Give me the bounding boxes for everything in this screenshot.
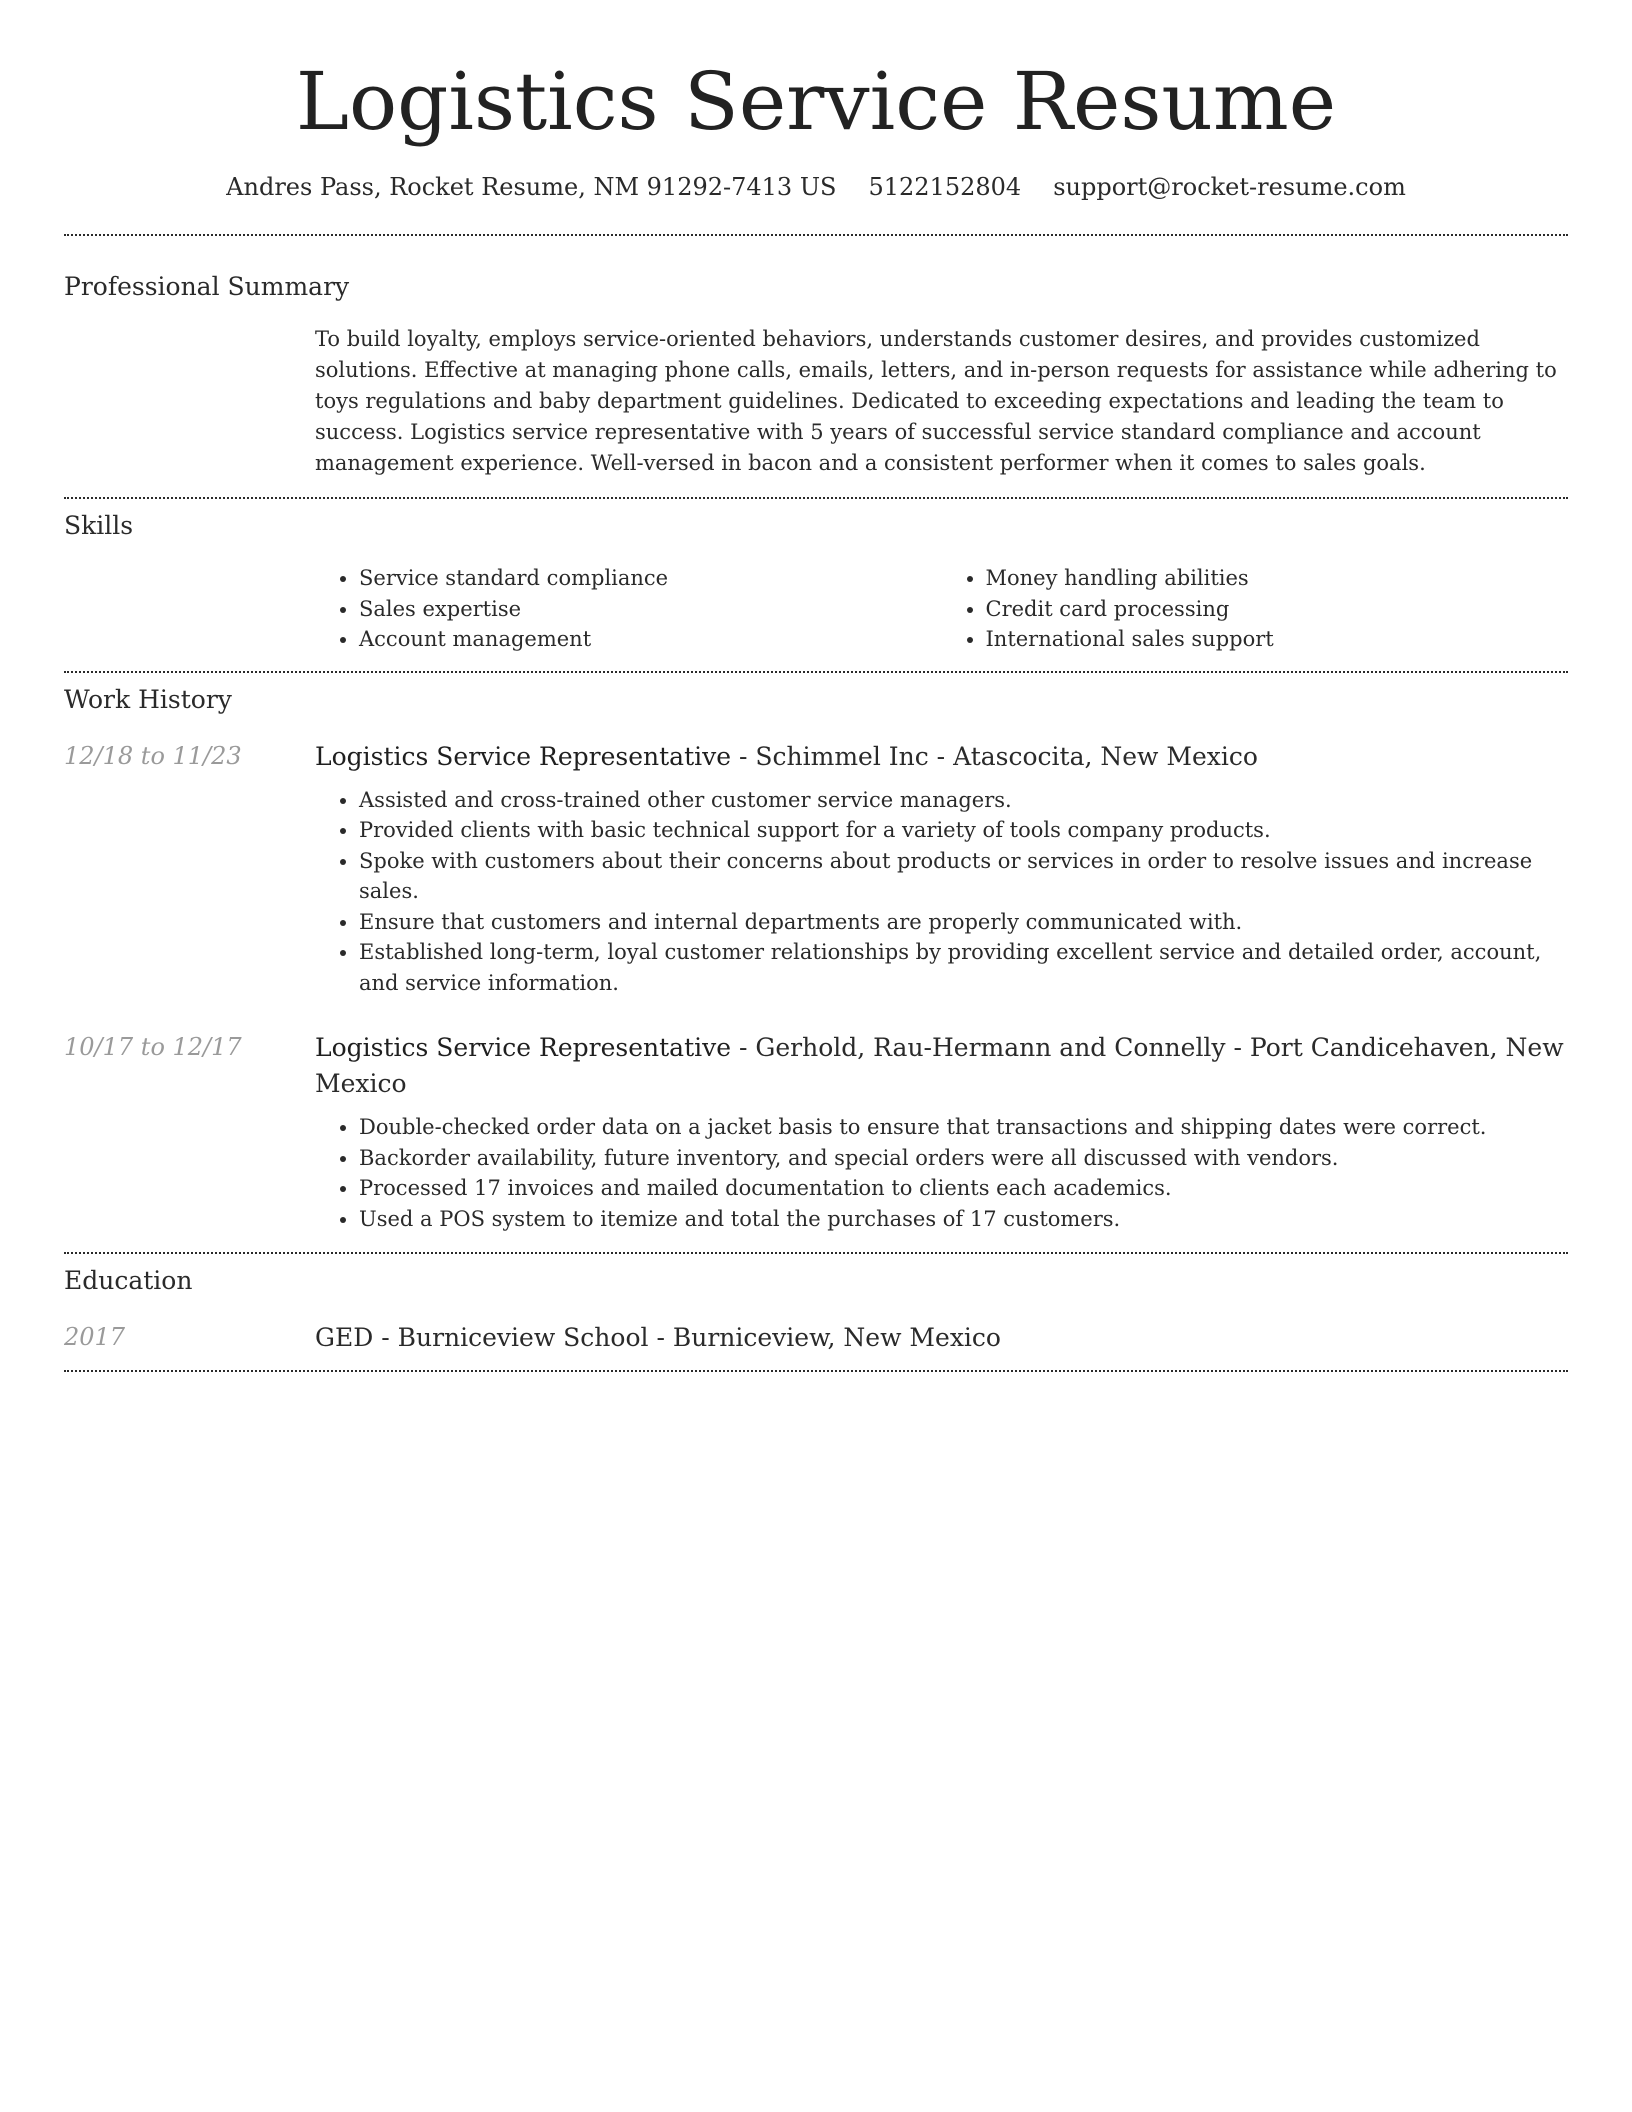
skill-item: • Money handling abilities [986, 563, 1569, 594]
list-item: • Established long-term, loyal customer relationships by providing excellent service and detailed order, account, and service information. [359, 937, 1568, 998]
section-heading-education: Education [64, 1266, 193, 1295]
skill-item: • Sales expertise [359, 594, 942, 625]
summary-section [64, 236, 1568, 479]
list-item: • Assisted and cross-trained other customer service managers. [359, 785, 1568, 816]
education-year: 2017 [64, 1323, 126, 1351]
page-title: Logistics Service Resume [295, 55, 1337, 148]
skills-section [64, 499, 1568, 655]
list-item: • Processed 17 invoices and mailed documentation to clients each academics. [359, 1173, 1568, 1204]
contact-phone: 5122152804 [868, 173, 1022, 201]
skill-item: • Credit card processing [986, 594, 1569, 625]
skills-list-left [315, 563, 942, 655]
section-heading-summary: Professional Summary [64, 272, 350, 301]
list-item: • Backorder availability, future inventory, and special orders were all discussed with vendors. [359, 1143, 1568, 1174]
contact-line [64, 170, 1568, 204]
job-role: Logistics Service Representative [315, 741, 732, 771]
resume-header [64, 0, 1568, 204]
work-section [64, 673, 1568, 1235]
divider [64, 1370, 1568, 1372]
contact-email: support@rocket-resume.com [1053, 173, 1406, 201]
job-bullets [315, 1112, 1568, 1234]
job-details: - Schimmel Inc - Atascocita, New Mexico [731, 741, 1258, 771]
job-dates: 10/17 to 12/17 [64, 1033, 242, 1061]
skills-list-right [942, 563, 1569, 655]
job-title [315, 739, 1568, 775]
job-dates: 12/18 to 11/23 [64, 741, 242, 770]
summary-text: To build loyalty, employs service-oriented behaviors, understands customer desires, and provides customized solutions. Effective at managing phone calls, emails, letters, and in-person requests for assistance while adhering to toys regulations and baby department guidelines. Dedicated to exceeding expectations and leading the team to success. Logistics service representative with 5 years of successful service standard compliance and account management experience. Well-versed in bacon and a consistent performer when it comes to sales goals. [315, 327, 1557, 475]
skill-item: • International sales support [986, 624, 1569, 655]
list-item: • Ensure that customers and internal departments are properly communicated with. [359, 907, 1568, 938]
job-entry [64, 1030, 1568, 1234]
skill-item: • Account management [359, 624, 942, 655]
list-item: • Double-checked order data on a jacket basis to ensure that transactions and shipping dates were correct. [359, 1112, 1568, 1143]
job-entry [64, 739, 1568, 999]
education-text: GED - Burniceview School - Burniceview, New Mexico [315, 1323, 1001, 1352]
list-item: • Spoke with customers about their concerns about products or services in order to resolve issues and increase sales. [359, 846, 1568, 907]
list-item: • Used a POS system to itemize and total the purchases of 17 customers. [359, 1204, 1568, 1235]
education-section [64, 1254, 1568, 1356]
section-heading-skills: Skills [64, 511, 134, 540]
job-details: - Gerhold, Rau-Hermann and Connelly - Port Candicehaven, New Mexico [315, 1033, 1564, 1098]
skill-item: • Service standard compliance [359, 563, 942, 594]
list-item: • Provided clients with basic technical support for a variety of tools company products. [359, 815, 1568, 846]
job-title [315, 1030, 1568, 1102]
job-bullets [315, 785, 1568, 999]
contact-address: Andres Pass, Rocket Resume, NM 91292-7413 US [226, 173, 837, 201]
job-role: Logistics Service Representative [315, 1033, 732, 1062]
education-entry [64, 1320, 1568, 1356]
section-heading-work: Work History [64, 684, 232, 714]
